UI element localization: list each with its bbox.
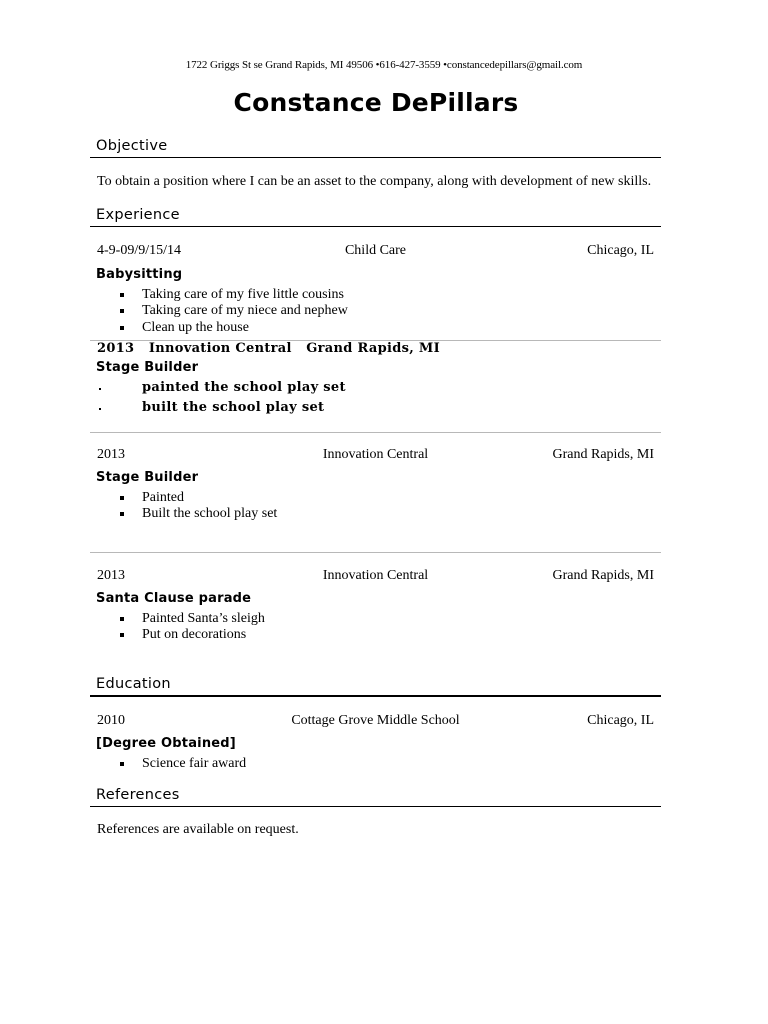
entry-divider [90, 552, 661, 553]
job-location: Grand Rapids, MI [552, 568, 654, 583]
job-location: Grand Rapids, MI [552, 447, 654, 462]
job-title: Santa Clause parade [96, 591, 252, 606]
job-entry-header: 2013 Innovation Central Grand Rapids, MI [97, 341, 440, 356]
references-divider [90, 806, 661, 807]
list-item: Painted Santa’s sleigh [118, 611, 265, 627]
entry-divider [90, 432, 661, 433]
references-text: References are available on request. [97, 822, 299, 837]
list-item: Science fair award [118, 756, 246, 772]
education-bullet-list [118, 756, 246, 772]
job-bullet-list [96, 378, 346, 418]
objective-divider [90, 157, 661, 158]
list-item: built the school play set [96, 398, 346, 418]
job-title: Stage Builder [96, 470, 199, 485]
job-location: Chicago, IL [587, 243, 654, 258]
references-heading: References [96, 787, 180, 803]
list-item: painted the school play set [96, 378, 346, 398]
education-school: Cottage Grove Middle School [291, 713, 460, 728]
education-location: Chicago, IL [587, 713, 654, 728]
objective-heading: Objective [96, 138, 168, 154]
education-year: 2010 [97, 713, 125, 728]
job-title: Stage Builder [96, 360, 199, 375]
education-heading: Education [96, 676, 171, 692]
experience-divider [90, 226, 661, 227]
job-organization: Child Care [344, 243, 407, 258]
education-divider [90, 695, 661, 697]
job-organization: Innovation Central [322, 568, 429, 583]
list-item: Taking care of my five little cousins [118, 287, 348, 303]
list-item: Clean up the house [118, 320, 348, 336]
degree-label: [Degree Obtained] [96, 736, 236, 751]
objective-text: To obtain a position where I can be an asset to the company, along with development of new skills. [97, 174, 652, 189]
job-title: Babysitting [96, 267, 183, 282]
job-bullet-list [118, 287, 348, 336]
list-item: Put on decorations [118, 627, 265, 643]
job-bullet-list [118, 611, 265, 644]
list-item: Painted [118, 490, 277, 506]
job-dates: 4-9-09/9/15/14 [97, 243, 181, 258]
job-dates: 2013 [97, 568, 125, 583]
job-organization: Innovation Central [322, 447, 429, 462]
job-dates: 2013 [97, 447, 125, 462]
job-bullet-list [118, 490, 277, 523]
experience-heading: Experience [96, 207, 180, 223]
list-item: Taking care of my niece and nephew [118, 303, 348, 319]
contact-info: 1722 Griggs St se Grand Rapids, MI 49506 •616-427-3559 •constancedepillars@gmail.com [185, 59, 583, 71]
list-item: Built the school play set [118, 506, 277, 522]
candidate-name: Constance DePillars [233, 88, 519, 117]
